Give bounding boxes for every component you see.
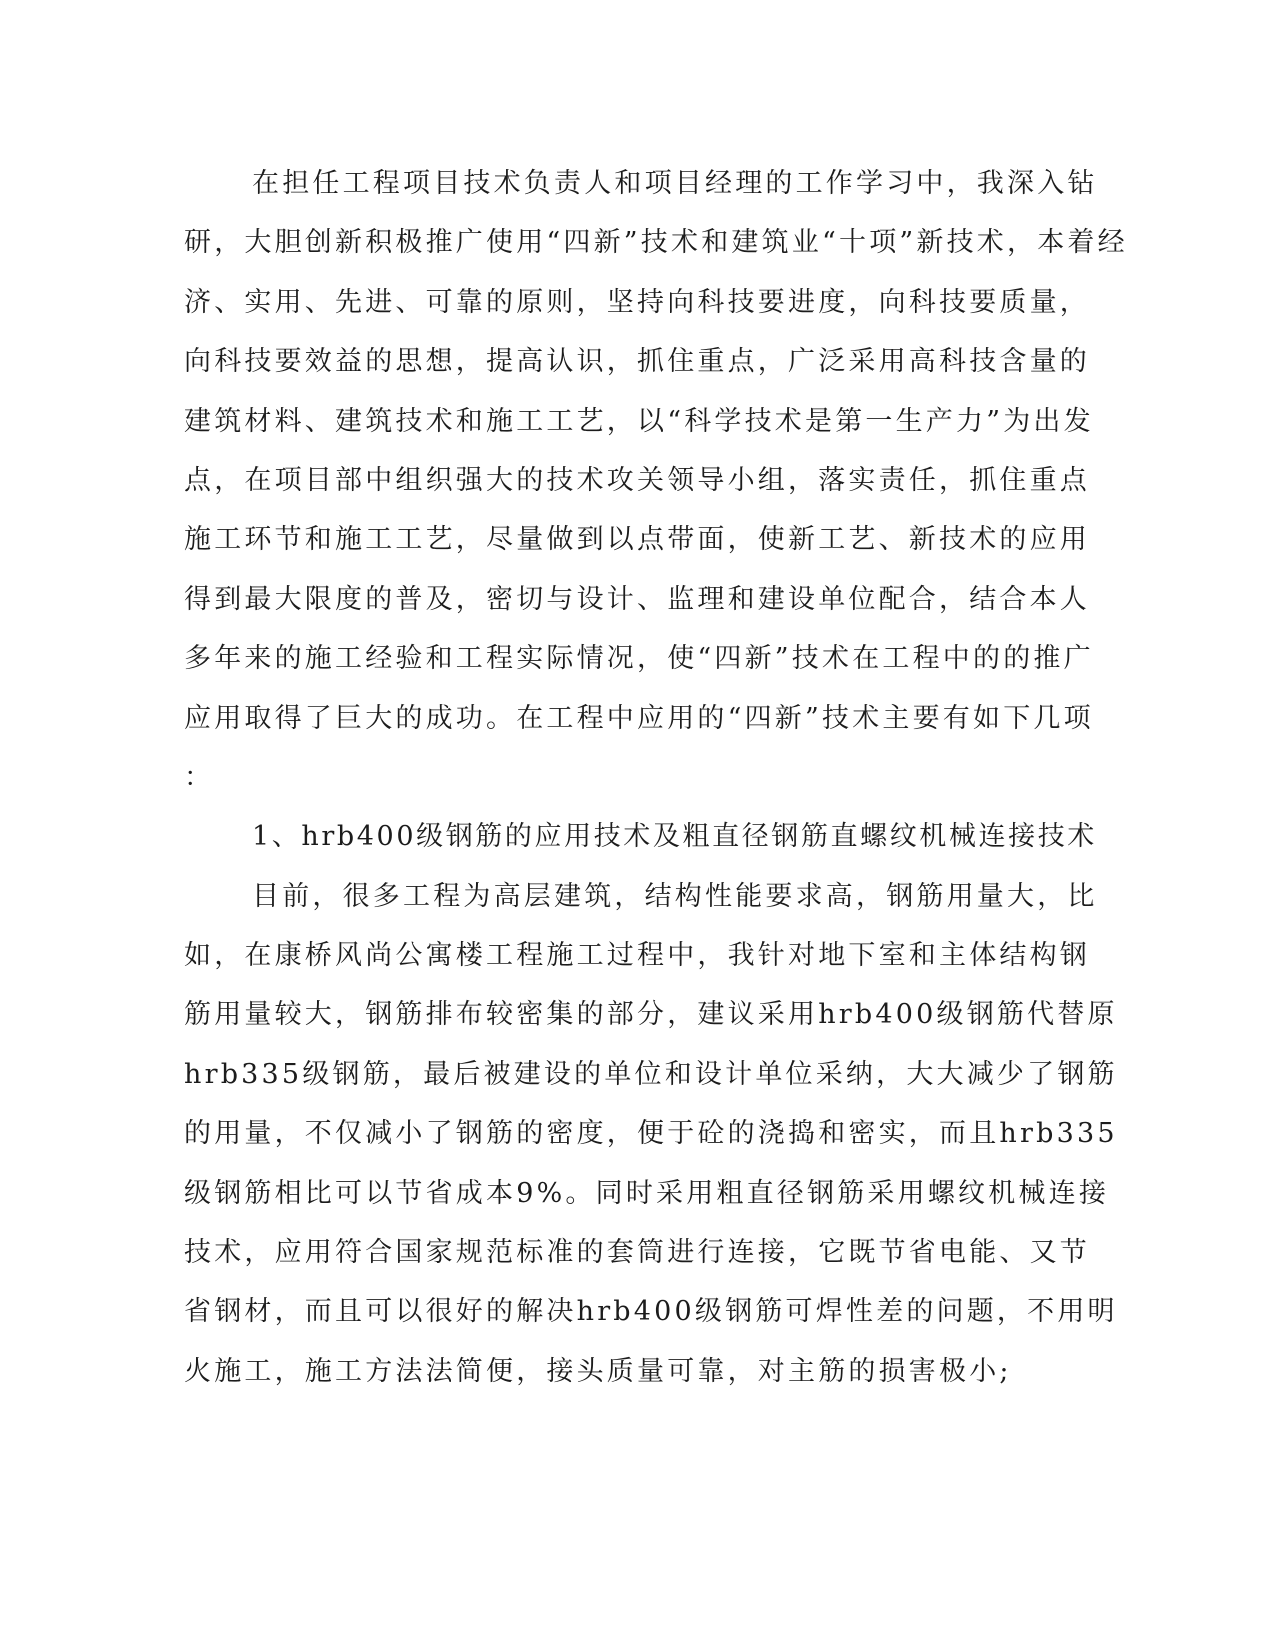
text-line: 得到最大限度的普及，密切与设计、监理和建设单位配合，结合本人 xyxy=(184,583,1090,615)
text-line: 的用量，不仅减小了钢筋的密度，便于砼的浇捣和密实，而且hrb335 xyxy=(184,1118,1118,1150)
paragraph-intro xyxy=(184,158,1128,811)
text-line: 省钢材，而且可以很好的解决hrb400级钢筋可焊性差的问题，不用明 xyxy=(184,1296,1118,1328)
text-line: 技术，应用符合国家规范标准的套筒进行连接，它既节省电能、又节 xyxy=(184,1237,1090,1269)
text-line: 多年来的施工经验和工程实际情况，使“四新”技术在工程中的的推广 xyxy=(184,643,1094,675)
text-line: 目前，很多工程为高层建筑，结构性能要求高，钢筋用量大，比 xyxy=(252,880,1098,912)
section-heading xyxy=(184,811,1097,870)
text-line: 如，在康桥风尚公寓楼工程施工过程中，我针对地下室和主体结构钢 xyxy=(184,940,1090,972)
text-line: 1、hrb400级钢筋的应用技术及粗直径钢筋直螺纹机械连接技术 xyxy=(252,821,1097,853)
text-line: 应用取得了巨大的成功。在工程中应用的“四新”技术主要有如下几项 xyxy=(184,702,1094,734)
text-line: 点，在项目部中组织强大的技术攻关领导小组，落实责任，抓住重点 xyxy=(184,464,1090,496)
text-line: 向科技要效益的思想，提高认识，抓住重点，广泛采用高科技含量的 xyxy=(184,346,1090,378)
paragraph-body-1 xyxy=(184,871,1118,1406)
document-body xyxy=(184,158,1128,1405)
text-line: ： xyxy=(184,761,215,793)
text-line: 火施工，施工方法法简便，接头质量可靠，对主筋的损害极小; xyxy=(184,1355,1012,1387)
text-line: 级钢筋相比可以节省成本9%。同时采用粗直径钢筋采用螺纹机械连接 xyxy=(184,1177,1110,1209)
text-line: 在担任工程项目技术负责人和项目经理的工作学习中，我深入钻 xyxy=(252,168,1098,199)
text-line: 济、实用、先进、可靠的原则，坚持向科技要进度，向科技要质量， xyxy=(184,286,1090,318)
text-line: 筋用量较大，钢筋排布较密集的部分，建议采用hrb400级钢筋代替原 xyxy=(184,999,1118,1031)
text-line: hrb335级钢筋，最后被建设的单位和设计单位采纳，大大减少了钢筋 xyxy=(184,1058,1118,1090)
text-line: 研，大胆创新积极推广使用“四新”技术和建筑业“十项”新技术，本着经 xyxy=(184,227,1128,259)
text-line: 建筑材料、建筑技术和施工工艺，以“科学技术是第一生产力”为出发 xyxy=(184,405,1094,437)
text-line: 施工环节和施工工艺，尽量做到以点带面，使新工艺、新技术的应用 xyxy=(184,524,1090,556)
